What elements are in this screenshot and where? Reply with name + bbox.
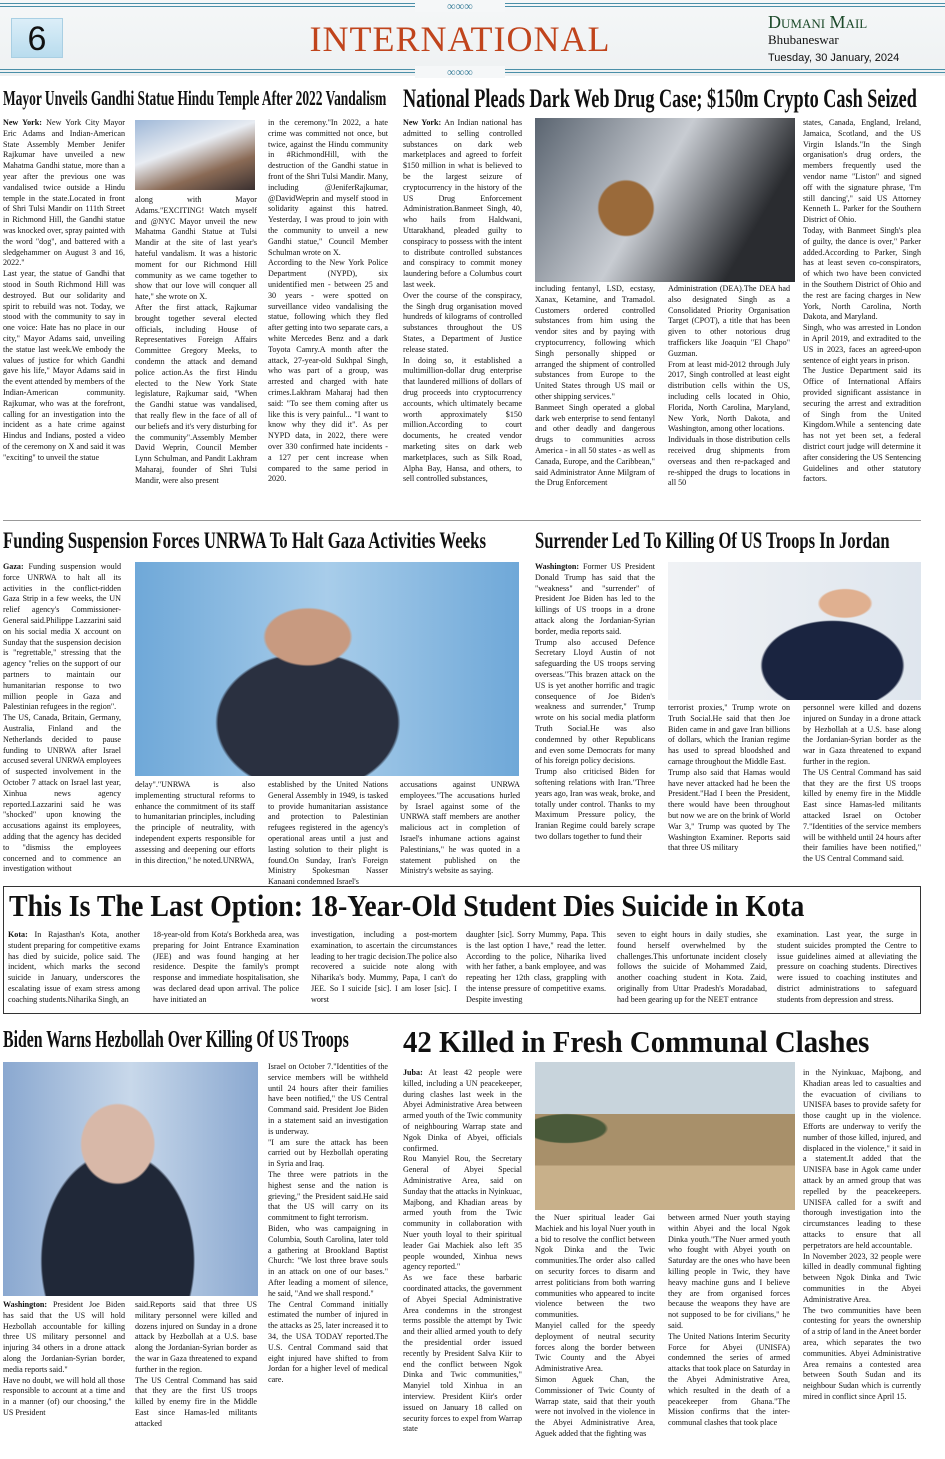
- article-column: along with Mayor Adams."EXCITING! Watch myself and @NYC Mayor unveil the new Mahatma Gandhi Statue at Tulsi Mandir at the site of last year's hateful vandalism. It was a historic moment for our Richmond Hill community as we came together to show that our love will conquer all hate," she wrote on X. After the first attack, Rajkumar brought together several elected officials, including House of Representatives Foreign Affairs Committee Gregory Meeks, to condemn the attack and demand police action.As the first Hindu elected to the New York State legislature, Rajkumar said, "When the Gandhi statue was vandalised, that really flew in the face of all of our beliefs and it's very disturbing for the community".Assembly Member David Weprin, Council Member Lynn Schulman, and Pandit Lakhram Maharaj, founder of Shri Tulsi Mandir, were also present: [135, 195, 257, 485]
- article-column: the Nuer spiritual leader Gai Machiek and his loyal Nuer youth in a bid to resolve the conflict between Ngok Dinka and the Twic communities.The order also called on security forces to disarm and arrest politicians from both warring communities who appeared to incite violence between the two communities. Manyiel called for the speedy deployment of neutral security forces along the border between Twic County and the Abyei Administrative Area. Simon Aguek Chan, the Commissioner of Twic County of Warrap state, said that their youth were not involved in the violence in the Abyei Administrative Area, Aguek added that the fighting was: [535, 1213, 655, 1438]
- article-column: [3, 118, 125, 514]
- article-column: accusations against UNRWA employees."The accusations hurled by Israel against some of the UNRWA staff members are another malicious act in completion of Israel's inhumane actions against Palestinians," he was quoted in a statement published on the Ministry's website as saying.: [400, 780, 520, 876]
- divider: [3, 520, 921, 521]
- peacekeepers-photo: [535, 1062, 795, 1210]
- biden-photo: [3, 1062, 258, 1296]
- ornament-icon: ∞∞∞: [415, 0, 505, 12]
- column-text: An Indian national has admitted to selling controlled substances on dark web marketplaces and agreed to forfeit $150 million in what is believed to be the largest seizure of cryptocurrency in the history of the US Drug Enforcement Administration.Banmeet Singh, 40, who hails from Haldwani, Uttarakhand, pleaded guilty to conspiracy to possess with the intent to distribute controlled substances and conspiracy to commit money laundering before a Columbus court last week. Over the course of the conspiracy, the Singh drug organisation moved hundreds of kilograms of controlled substances throughout the US States, a Department of Justice release stated. In doing so, it established a multimillion-dollar drug enterprise that laundered millions of dollars of drug proceeds into cryptocurrency accounts, which ultimately became worth approximately $150 million.According to court documents, he created vendor marketing sites on dark web marketplaces, such as Silk Road, Alpha Bay, Hansa, and others, to sell controlled substances,: [403, 118, 522, 484]
- article-column: Administration (DEA).The DEA had also designated Singh as a Consolidated Priority Organisation Target (CPOT), a title that has been given to other notorious drug traffickers like Joaquin "El Chapo" Guzman. From at least mid-2012 through July 2017, Singh controlled at least eight distribution cells within the US, including cells located in Ohio, Florida, North Carolina, Maryland, New York, North Dakota, and Washington, among other locations. Individuals in those distribution cells received drug shipments from overseas and then re-packaged and re-shipped the drugs to locations in all 50: [668, 284, 790, 488]
- ornament-icon: ∞∞∞: [415, 66, 505, 78]
- newspaper-name: Dumani Mail: [768, 12, 868, 32]
- dateline: Washington:: [535, 562, 580, 571]
- gavel-photo: [535, 118, 795, 282]
- headline-unrwa: Funding Suspension Forces UNRWA To Halt Gaza Activities Weeks: [3, 528, 486, 553]
- trump-photo: [668, 562, 921, 700]
- article-column: established by the United Nations General Assembly in 1949, is tasked to provide humanitarian assistance and protection to Palestinian refugees registered in the agency's operational areas until a just and lasting solution to their plight is found.On Sunday, Iran's Foreign Ministry Spokesman Nasser Kanaani condemned Israel's: [268, 780, 388, 887]
- article-column: between armed Nuer youth staying within Abyei and the local Ngok Dinka youth."The Nuer armed youth who fought with Abyei youth on Saturday are the ones who have been killing people in Twic, they have heavy machine guns and I believe they are from organised forces because the weapons they have are not supposed to be for civilians," he said. The United Nations Interim Security Force for Abyei (UNISFA) condemned the series of armed attacks that took place on Saturday in the Abyei Administrative Area, which resulted in the death of a peacekeeper from Ghana."The Mission confirms that the inter-communal clashes that took place: [668, 1213, 790, 1428]
- article-column: seven to eight hours in daily studies, she found herself overwhelmed by the challenges.This unfortunate incident closely follows the suicide of Mohammed Zaid, another coaching student in Kota. Zaid, originally from Uttar Pradesh's Moradabad, had been gearing up for the NEET entrance: [617, 930, 767, 1004]
- dateline: New York:: [3, 118, 42, 127]
- article-column: personnel were killed and dozens injured on Sunday in a drone attack by Hezbollah at a U.S. base along the Jordanian-Syrian border as the war in Gaza threatened to expand further in the region. The US Central Command has said that they are the first US troops killed by enemy fire in the Middle East since Hamas-led militants attacked Israel on October 7."Identities of the service members will be withheld until 24 hours after their families have been notified," the US Central Command said.: [803, 703, 921, 864]
- article-column: including fentanyl, LSD, ecstasy, Xanax, Ketamine, and Tramadol. Customers ordered controlled substances from him using the vendor sites and by paying with cryptocurrency, following which Singh personally shipped or arranged the shipment of controlled substances from Europe to the United States through US mail or other shipping services." Banmeet Singh operated a global dark web enterprise to send fentanyl and other deadly and dangerous drugs to communities across America - in all 50 states - as well as Canada, Europe, and the Caribbean," said Administrator Anne Milgram of the Drug Enforcement: [535, 284, 655, 488]
- article-column: said.Reports said that three US military personnel were killed and dozens injured on Sunday in a drone attack by Hezbollah at a U.S. base along the Jordanian-Syrian border as the war in Gaza threatened to expand further in the region. The US Central Command has said that they are the first US troops killed by enemy fire in the Middle East since Hamas-led militants attacked: [135, 1300, 257, 1428]
- article-column: daughter [sic]. Sorry Mummy, Papa. This is the last option I have," read the letter. According to the police, Niharika lived with her father, a bank employee, and was repeating her 12th class, grappling with the intense pressure of competitive exams. Despite investing: [466, 930, 606, 1004]
- headline-biden: Biden Warns Hezbollah Over Killing Of US Troops: [3, 1027, 349, 1053]
- dateline: Kota:: [8, 930, 28, 939]
- article-column: in the ceremony."In 2022, a hate crime was committed not once, but twice, against the Hindu community in #RichmondHill, with the destruction of the Gandhi statue in front of the Shri Tulsi Mandir. Many, including @JeniferRajkumar, @DavidWeprin and myself stood in solidarity against this hatred. Yesterday, I was proud to join with the community to unveil a new Gandhi statue," Council Member Schulman wrote on X. According to the New York Police Department (NYPD), six unidentified men - between 25 and 30 years - were spotted on surveillance video vandalising the statue, following which they fled after getting into two separate cars, a white Mercedes Benz and a dark Toyota Camry.A month after the attack, 27-year-old Sukhpal Singh, who was part of a group, was arrested and charged with hate crimes.Lakhram Maharaj had then said: "To see them coming after us like this is very painful... "I want to know why they did it". As per NYPD data, in 2022, there were over 330 confirmed hate incidents - a 127 per cent increase when compared to the same period in 2020.: [268, 118, 388, 484]
- dateline: Gaza:: [3, 562, 24, 571]
- column-text: At least 42 people were killed, including a UN peacekeeper, during clashes last week in the Abyei Administrative Area between armed youth of the Twic community of neighbouring Warrap state and Ngok Dinka of Abyei, officials confirmed. Rou Manyiel Rou, the Secretary General of Abyei Special Administrative Area, said on Sunday that the attacks in Nyinkuac, Majbong, and Khadian areas by armed youth from the Twic community in collaboration with Nuer youth loyal to their spiritual leader Gai Machiek also left 35 people wounded, Xinhua news agency reported." As we face these barbaric coordinated attacks, the government of Abyei Special Administrative Area condemns in the strongest terms possible the attempt by Twic and their allied armed youth to defy the presidential order issued recently by President Salva Kiir to end the conflict between Ngok Dinka and Twic communities," Manyiel told Xinhua in an interview. President Kiir's order issued on January 18 called on security forces to expel from Warrap state: [403, 1068, 522, 1434]
- article-column: Israel on October 7."Identities of the service members will be withheld until 24 hours after their families have been notified," the US Central Command said. President Joe Biden in a statement said an investigation is underway. "I am sure the attack has been carried out by Hezbollah operating in Syria and Iraq. The three were patriots in the highest sense and the nation is grieving," the President said.He said that the US will carry on its commitment to fight terrorism. Biden, who was campaigning in Columbia, South Carolina, later told a gathering at Brookland Baptist Church: "We lost three brave souls in an attack on one of our bases." After leading a moment of silence, he said, "And we shall respond." The Central Command initially estimated the number of injured in the attacks as 25, later increased it to 34, the USA TODAY reported.The U.S. Central Command said that eight injured have shifted to from Jordan for a higher level of medical care.: [268, 1062, 388, 1385]
- article-column: investigation, including a post-mortem examination, to ascertain the circumstances leading to her tragic decision.The police also recovered a suicide note along with Niharika's body. Mummy, Papa, I can't do JEE. So I suicide [sic]. I am loser [sic]. I worst: [311, 930, 457, 1004]
- headline-mayor: Mayor Unveils Gandhi Statue Hindu Temple After 2022 Vandalism: [3, 86, 387, 110]
- article-column: 18-year-old from Kota's Borkheda area, was preparing for Joint Entrance Examination (JEE) and was found hanging at her residence. Despite the family's prompt response and immediate hospitalisation, she was declared dead upon arrival. The police have initiated an: [153, 930, 299, 1004]
- article-column: [8, 930, 140, 1010]
- column-text: New York City Mayor Eric Adams and Indian-American State Assembly Member Jenifer Rajkumar have unveiled a new Mahatma Gandhi statue, more than a year after the previous one was vandalised twice outside a Hindu temple in the state.Located in front of Shri Tulsi Mandir on 111th Street in Richmond Hill, the Gandhi statue was knocked over, spray painted with the word "dog", and battered with a sledgehammer on August 3 and 16, 2022." Last year, the statue of Gandhi that stood in South Richmond Hill was destroyed. But our solidarity and spirit to rebuild was not. Today, we stood with the community to say in one voice: Hate has no place in our city," Mayor Adams said, unveiling the statue last week.We embody the values of justice for which Gandhi gave his life," Mayor Adams said in the event attended by members of the Indian-American community. Rajkumar, who was at the forefront, calling for an investigation into the incident as a hate crime against Hindus and Indians, posted a video of the ceremony on X and said it was "exciting" to unveil the statue: [3, 118, 125, 462]
- article-column: in the Nyinkuac, Majbong, and Khadian areas led to casualties and the evacuation of civilians to UNISFA bases to provide safety for those caught up in the violence. Efforts are underway to verify the number of those killed, injured, and displaced in the violence," it said in a statement.It added that the UNISFA base in Agok came under attack by an armed group that was repelled by the peacekeepers. UNISFA called for a swift and thorough investigation into the circumstances leading to these attacks to ensure that all perpetrators are held accountable. In November 2023, 32 people were killed in deadly communal fighting between Ngok Dinka and Twic communities in the Abyei Administrative Area. The two communities have been contesting for years the ownership of a strip of land in the Aneet border area, which separates the two communities. Abyei Administrative Area remains a contested area between South Sudan and its neighbour Sudan which is currently mired in conflict since April 15.: [803, 1068, 921, 1401]
- column-text: Funding suspension would force UNRWA to halt all its activities in the conflict-ridden Gaza Strip in a few weeks, the UN relief agency's Commissioner-General said.Philippe Lazzarini said on his social media X account on Sunday that the suspension decision is "regrettable," stressing that the agency "relies on the support of our partners to maintain our humanitarian response to two million people in Gaza and Palestinian refugees in the region". The US, Canada, Britain, Germany, Australia, Finland and the Netherlands decided to pause funding to UNRWA after Israel accused several UNRWA employees of suspected involvement in the October 7 attack on Israel last year, Xinhua news agency reported.Lazzarini said he was "shocked" upon knowing the accusations against its employees, adding that the agency has decided to "dismiss the employees concerned and to commence an investigation without: [3, 562, 121, 874]
- column-text: In Rajasthan's Kota, another student preparing for competitive exams has died by suicide, police said. The incident, which marks the second suicide in January, underscores the escalating issue of exam stress among coaching students.Niharika Singh, an: [8, 930, 140, 1004]
- issue-date: Tuesday, 30 January, 2024: [768, 52, 900, 64]
- article-column: terrorist proxies," Trump wrote on Truth Social.He said that then Joe Biden came in and gave Iran billions of dollars, which the Iranian regime has used to spread bloodshed and carnage throughout the Middle East. Trump also said that Hamas would have never attacked had he been the President."Had I been the President, there would have been throughout but now we are on the brink of World War 3," Trump was quoted by The Washington Examiner. Reports said that three US military: [668, 703, 790, 853]
- edition-city: Bhubaneswar: [768, 32, 839, 47]
- dateline: Washington:: [3, 1300, 48, 1309]
- column-text: President Joe Biden has said that the US will hold Hezbollah accountable for killing three US military personnel and injuring 34 others in a drone attack along the Jordanian-Syrian border, media reports said." Have no doubt, we will hold all those responsible to account at a time and in a manner (of) our choosing," the US President: [3, 1300, 125, 1417]
- dateline: New York:: [403, 118, 442, 127]
- article-column: [3, 562, 121, 880]
- headline-drug-case: National Pleads Dark Web Drug Case; $150m Crypto Cash Seized: [403, 84, 917, 113]
- headline-kota: This Is The Last Option: 18-Year-Old Student Dies Suicide in Kota: [9, 888, 805, 923]
- article-column: states, Canada, England, Ireland, Jamaica, Scotland, and the US Virgin Islands."In the Singh organisation's drug orders, the members frequently used the vendor name "Liston" and signed off with the signature phrase, 'I'm still dancing'," said US Attorney Kenneth L. Parker for the Southern District of Ohio. Today, with Banmeet Singh's plea of guilty, the dance is over," Parker added.According to Parker, Singh has at least seven co-conspirators, of which two have been convicted in the Southern District of Ohio and the rest are facing charges in New York, North Carolina, North Dakota, and Maryland. Singh, who was arrested in London in April 2019, and extradited to the US in 2023, faces an agreed-upon sentence of eight years in prison. The Justice Department said its Office of International Affairs provided significant assistance in securing the arrest and extradition of Singh from the United Kingdom.While a sentencing date has not yet been set, a federal district court judge will determine it after considering the US Sentencing Guidelines and other statutory factors.: [803, 118, 921, 484]
- article-column: [403, 118, 522, 514]
- section-title: INTERNATIONAL: [309, 19, 611, 59]
- article-column: [535, 562, 655, 880]
- headline-trump: Surrender Led To Killing Of US Troops In Jordan: [535, 528, 890, 553]
- lazzarini-press-photo: [135, 562, 519, 776]
- page-number: 6: [11, 18, 63, 58]
- column-text: Former US President Donald Trump has said that the "weakness" and "surrender" of President Joe Biden has led to the killings of US troops in a drone attack along the Jordanian-Syrian border, media reports said. Trump also accused Defence Secretary Lloyd Austin of not safeguarding the US troops serving overseas."This brazen attack on the US is yet another horrific and tragic consequence of Joe Biden's weakness and surrender," Trump wrote on his social media platform Truth Social.He was also condemned by other Republicans and even some Democrats for many of his foreign policy decisions. Trump also criticised Biden for softening relations with Iran."Three years ago, Iran was weak, broke, and totally under control. Thanks to my Maximum Pressure policy, the Iranian Regime could barely scrape two dollars together to fund their: [535, 562, 655, 841]
- headline-abyei: 42 Killed in Fresh Communal Clashes: [403, 1024, 870, 1059]
- article-column: [3, 1300, 125, 1459]
- gandhi-statue-photo: [135, 120, 255, 190]
- article-column: examination. Last year, the surge in student suicides prompted the Centre to issue guidelines aimed at alleviating the pressure on coaching students. Directives were issued to coaching institutes and district administrations to safeguard students from depression and stress.: [777, 930, 917, 1004]
- article-column: delay"."UNRWA is also implementing structural reforms to enhance the commitment of its staff to humanitarian principles, including the principle of neutrality, with independent experts responsible for assessing and deepening our efforts in this direction," he noted.UNRWA,: [135, 780, 255, 865]
- dateline: Juba:: [403, 1068, 423, 1077]
- article-column: [403, 1068, 522, 1459]
